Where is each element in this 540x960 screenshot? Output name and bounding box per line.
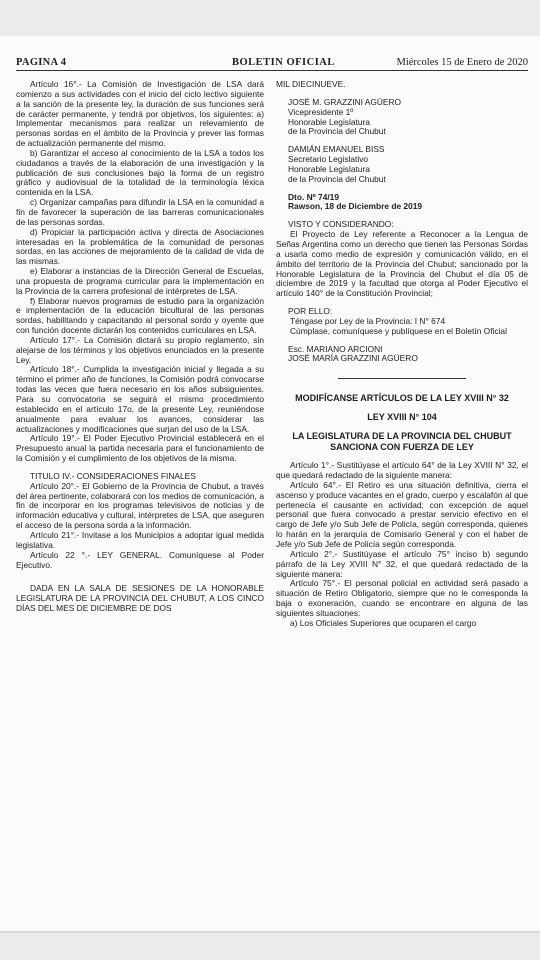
signature-biss: DAMIÁN EMANUEL BISS Secretario Legislativo Honorable Legislatura de la Provincia del Chubut — [288, 144, 386, 184]
publication-date: Miércoles 15 de Enero de 2020 — [396, 57, 528, 68]
page-bottom-edge — [0, 931, 540, 933]
item-a: a) Los Oficiales Superiores que ocuparen el cargo — [290, 617, 477, 628]
visto-text: El Proyecto de Ley referente a Reconocer a la Lengua de Señas Argentina como un derecho que tienen las Personas Sordas a usarla como medio de expresión y comunicación válido, en el ámbito del territorio de la Provincia del Chubut; sancionado por la Honorable Legislatura de la Provincia del Chubut el día 05 de diciembre de 2019 y la facultad que otorga al Poder Ejecutivo el artículo 140° de la Constitución Provincial; — [276, 229, 528, 299]
article-20: Artículo 20°.- El Gobierno de la Provincia de Chubut, a través del área pertinente, colaborará con los medios de comunicación, a fin de incorporar en los programas televisivos de noticias y de información educativa y cultural, intérpretes de LSA, que aseguren el acceso de la persona sorda a la información. — [16, 480, 264, 531]
left-column — [16, 80, 264, 614]
closing-continuation: MIL DIECINUEVE. — [276, 79, 346, 89]
por-ello: POR ELLO: — [288, 306, 333, 317]
article-19: Artículo 19°.- El Poder Ejecutivo Provincial establecerá en el Presupuesto anual la partida necesaria para el funcionamiento de la Comisión y el cumplimiento de los objetivos de la misma. — [16, 433, 264, 464]
article-22: Artículo 22 °.- LEY GENERAL. Comuníquese al Poder Ejecutivo. — [16, 549, 264, 570]
article-18: Artículo 18°.- Cumplida la investigación inicial y llegada a su término el primer año de funciones, la Comisión podrá convocarse todas las veces que fuera necesario en los años subsiguientes. Para su convocatoria se seguirá el mismo procedimiento establecido en el artículo 17o, de la presente Ley, reuniéndose anualmente para evaluar los avances, considerar las actualizaciones y modificaciones que surjan del uso de la LSA. — [16, 364, 264, 434]
article-17: Artículo 17°.- La Comisión dictará su propio reglamento, sin alejarse de los términos y los objetivos enunciados en la presente Ley. — [16, 334, 264, 365]
decree-number: Dto. Nº 74/19 — [288, 191, 339, 202]
item-d: d) Propiciar la participación activa y directa de Asociaciones interesadas en la problemática de la comunidad de personas sordas, en las acciones de mejoramiento de la calidad de vida de las mismas. — [16, 226, 264, 267]
signature-arcioni: Esc. MARIANO ARCIONI — [288, 343, 383, 354]
article-21: Artículo 21°.- Invitase a los Municipios a adoptar igual medida legislativa. — [16, 529, 264, 550]
title-iv: TITULO IV.- CONSIDERACIONES FINALES — [30, 470, 196, 481]
decree-place-date: Rawson, 18 de Diciembre de 2019 — [288, 201, 423, 212]
law-number: LEY XVIII N° 104 — [367, 412, 437, 423]
right-column — [276, 80, 528, 629]
cumplase: Cúmplase, comuníquese y publíquese en el Boletín Oficial — [290, 325, 507, 336]
closing-text: DADA EN LA SALA DE SESIONES DE LA HONORABLE LEGISLATURA DE LA PROVINCIA DEL CHUBUT, A LOS CINCO DÍAS DEL MES DE DICIEMBRE DE DOS — [16, 583, 264, 614]
article-2: Artículo 2°.- Sustitúyase el artículo 75° inciso b) segundo párrafo de la Ley XVIII N° 32, el que quedará redactado de la siguiente manera: — [276, 548, 528, 579]
section-divider — [338, 378, 466, 379]
tengase: Téngase por Ley de la Provincia: I N° 674 — [290, 315, 446, 326]
legislature-sanciona: LA LEGISLATURA DE LA PROVINCIA DEL CHUBUT SANCIONA CON FUERZA DE LEY — [292, 431, 512, 453]
article-75: Artículo 75°.- El personal policial en actividad será pasado a situación de Retiro Obligatorio, siempre que no le corresponda la baja o exoneración, cuando se encontrare en alguna de las siguientes situaciones: — [276, 578, 528, 618]
bulletin-title: BOLETIN OFICIAL — [232, 57, 335, 68]
signature-grazzini: JOSÉ M. GRAZZINI AGÜERO Vicepresidente 1º Honorable Legislatura de la Provincia del Chubut — [288, 96, 402, 137]
page-header — [16, 52, 528, 71]
item-c: c) Organizar campañas para difundir la LSA en la comunidad a fin de favorecer la superación de las barreras comunicacionales de las personas sordas. — [16, 197, 264, 227]
signature-grazzini-2: JOSÉ MARÍA GRAZZINI AGÜERO — [288, 353, 418, 364]
article-16: Artículo 16°.- La Comisión de Investigación de LSA dará comienzo a sus actividades con el inicio del ciclo lectivo siguiente a la sanción de la presente ley, la duración de sus funciones será de carácter permanente, y tendrá por objetivos, los siguientes: a) Implementar mecanismos para realizar un relevamiento de personas sordas en el ámbito de la Provincia y prever las formas de actualización permanente del mismo. — [16, 79, 264, 149]
visto-heading: VISTO Y CONSIDERANDO: — [288, 219, 394, 230]
item-b: b) Garantizar el acceso al conocimiento de la LSA a todos los ciudadanos a través de la elaboración de una investigación y la publicación de sus conclusiones bajo la forma de un registro gráfico y audiovisual de la totalidad de la terminología léxica contenida en la LSA. — [16, 147, 264, 198]
item-e: e) Elaborar a instancias de la Dirección General de Escuelas, una propuesta de programa curricular para la implementación en la Provincia de la carrera profesional de intérpretes de LSA. — [16, 266, 264, 296]
page-number: PAGINA 4 — [16, 57, 67, 68]
item-f: f) Elaborar nuevos programas de estudio para la organización e implementación de la educación bicultural de las personas sordas, habilitando y capacitando al personal sordo y oyente que con función docente dictarán los contenidos curriculares en LSA. — [16, 295, 264, 336]
section-title: MODIFÍCANSE ARTÍCULOS DE LA LEY XVIII N° 32 — [295, 393, 509, 404]
article-1: Artículo 1°.- Sustitúyase el artículo 64° de la Ley XVIII N° 32, el que quedará redactado de la siguiente manera: — [276, 460, 528, 481]
article-64: Artículo 64°.- El Retiro es una situación definitiva, cierra el ascenso y produce vacantes en el grado, cuerpo y escalafón al que pertenecía el causante en actividad; con excepción de aquel personal que fuera convocado a prestar servicio efectivo en el cargo de Jefe y/o Sub Jefe de Policía, según corresponda, quienes lo harán en la jerarquía de Comisario General y con el haber de Jefe y/o Sub Jefe de Policía según corresponda. — [276, 479, 528, 549]
